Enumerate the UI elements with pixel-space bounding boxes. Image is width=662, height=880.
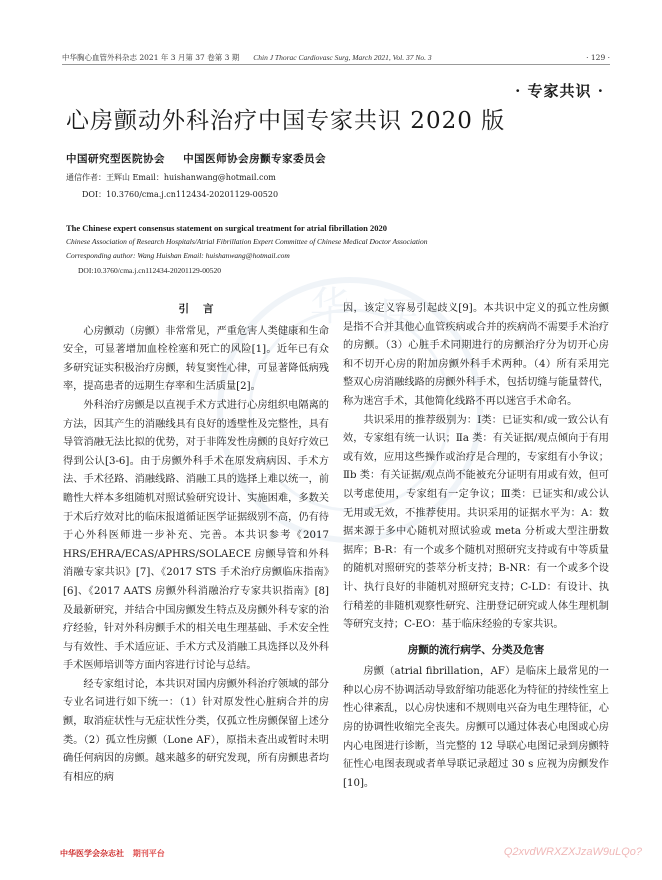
watermark-code: Q2xvdWRXZXJzaW9uLQo? [503,846,642,858]
svg-text:医: 医 [380,294,420,340]
body-paragraph: 外科治疗房颤是以直视手术方式进行心房组织电隔离的方法，因其产生的消融线具有良好的透壁性及完整性，具有导管消融无法比拟的优势，对于非阵发性房颤的良好疗效已得到公认[3-6]。由于房颤外科手术在原发病病因、手术方法、手术径路、消融线路、消融工具的选择上难以统一，前瞻性大样本多组随机对照试验研究设计、实施困难，多数关于术后疗效对比的临床报道循证医学证据级别不高，仍有待于心外科医师进一步补充、完善。本共识参考《2017 HRS/EHRA/ECAS/APHRS/SOLAECE 房颤导管和外科消融专家共识》[7]、《2017 STS 手术治疗房颤临床指南》[6]、《2017 AATS 房颤外科消融治疗专家共识指南》[8]及最新研究，并结合中国房颤发生特点及房颤外科专家的治疗经验，针对外科房颤手术的相关电生理基础、手术安全性与有效性、手术适应证、手术方式及消融工具选择以及外科手术医师培训等方面内容进行讨论与总结。 [63,399,329,672]
journal-name-cn: 中华胸心血管外科杂志 2021 年 3 月第 37 卷第 3 期 [62,52,240,62]
publisher-logo-sub: 期刊平台 [132,849,165,858]
svg-text:华: 华 [310,284,350,330]
left-column [63,300,329,787]
section-heading-intro: 引言 [178,303,228,315]
body-paragraph: 共识采用的推荐级别为：Ⅰ类：已证实和/或一致公认有效，专家组有统一认识；Ⅱa 类：有关证据/观点倾向于有用或有效，应用这些操作或治疗是合理的，专家组有小争议；Ⅱb 类：有关证据/观点尚不能被充分证明有用或有效，但可以考虑使用，专家组有一定争议；Ⅲ类：已证实和/或公认无用或无效，不推荐使用。共识采用的证据水平为：A：数据来源于多中心随机对照试验或 meta 分析或大型注册数据库；B-R：有一个或多个随机对照研究支持或有中等质量的随机对照研究的荟萃分析支持；B-NR：有一个或多个设计、执行良好的非随机对照研究支持；C-LD：有设计、执行稍差的非随机观察性研究、注册登记研究或人体生理机制等研究支持；C-EO：基于临床经验的专家共识。 [343,414,609,631]
right-column [343,300,609,793]
authors-cn [66,151,326,166]
author-org: 中国医师协会房颤专家委员会 [183,153,327,165]
body-paragraph: 因，该定义容易引起歧义[9]。本共识中定义的孤立性房颤是指不合并其他心血管疾病或合并的疾病尚不需要手术治疗的房颤。（3）心脏手术同期进行的房颤治疗分为切开心房和不切开心房的附加房颤外科手术两种。（4）所有采用完整双心房消融线路的房颤外科手术，包括切缝与能量替代，称为迷宫手术，其他简化线路不再以迷宫手术命名。 [343,303,609,407]
page-number: · 129 · [586,52,610,62]
article-title: 心房颤动外科治疗中国专家共识 2020 版 [66,108,506,134]
english-doi: DOI:10.3760/cma.j.cn112434-20201129-00520 [78,266,221,275]
body-paragraph: 经专家组讨论，本共识对国内房颤外科治疗领域的部分专业名词进行如下统一：（1）针对原发性心脏病合并的房颤，取消症状性与无症状性分类，仅孤立性房颤保留上述分类。（2）孤立性房颤（Lone AF），原指未查出或暂时未明确任何病因的房颤。越来越多的研究发现，所有房颤患者均有相应的病 [63,678,329,783]
english-title: The Chinese expert consensus statement on surgical treatment for atrial fibrillation 2020 [66,223,387,233]
publisher-logo [60,848,165,859]
journal-name-en: Chin J Thorac Cardiovasc Surg, March 2021, Vol. 37 No. 3 [253,52,432,62]
author-org: 中国研究型医院协会 [66,153,165,165]
english-authors: Chinese Association of Research Hospitals/Atrial Fibrillation Expert Committee of Chinese Medical Doctor Association [66,237,428,246]
section-heading-epidemiology: 房颤的流行病学、分类及危害 [407,643,545,656]
section-tag: · 专家共识 · [515,82,604,100]
body-paragraph: 房颤（atrial fibrillation，AF）是临床上最常见的一种以心房不协调活动导致舒缩功能恶化为特征的持续性室上性心律紊乱，以心房快速和不规则电兴奋为电生理特征，心房的协调性收缩完全丧失。房颤可以通过体表心电图或心房内心电图进行诊断，当完整的 12 导联心电图记录到房颤特征性心电图表现或者单导联记录超过 30 s 应视为房颤发作[10]。 [343,666,609,789]
body-paragraph: 心房颤动（房颤）非常常见，严重危害人类健康和生命安全，可显著增加血栓栓塞和死亡的风险[1]。近年已有众多研究证实积极治疗房颤，转复窦性心律，可显著降低病残率，提高患者的远期生存率和生活质量[2]。 [63,325,329,393]
corresponding-author-cn: 通信作者：王辉山 Email：huishanwang@hotmail.com [66,173,276,182]
publisher-logo-text: 中华医学会杂志社 [60,849,124,858]
doi-cn: DOI：10.3760/cma.j.cn112434-20201129-00520 [82,190,279,199]
running-head [62,50,610,65]
english-corresponding: Corresponding author: Wang Huishan Email: huishanwang@hotmail.com [66,251,290,260]
